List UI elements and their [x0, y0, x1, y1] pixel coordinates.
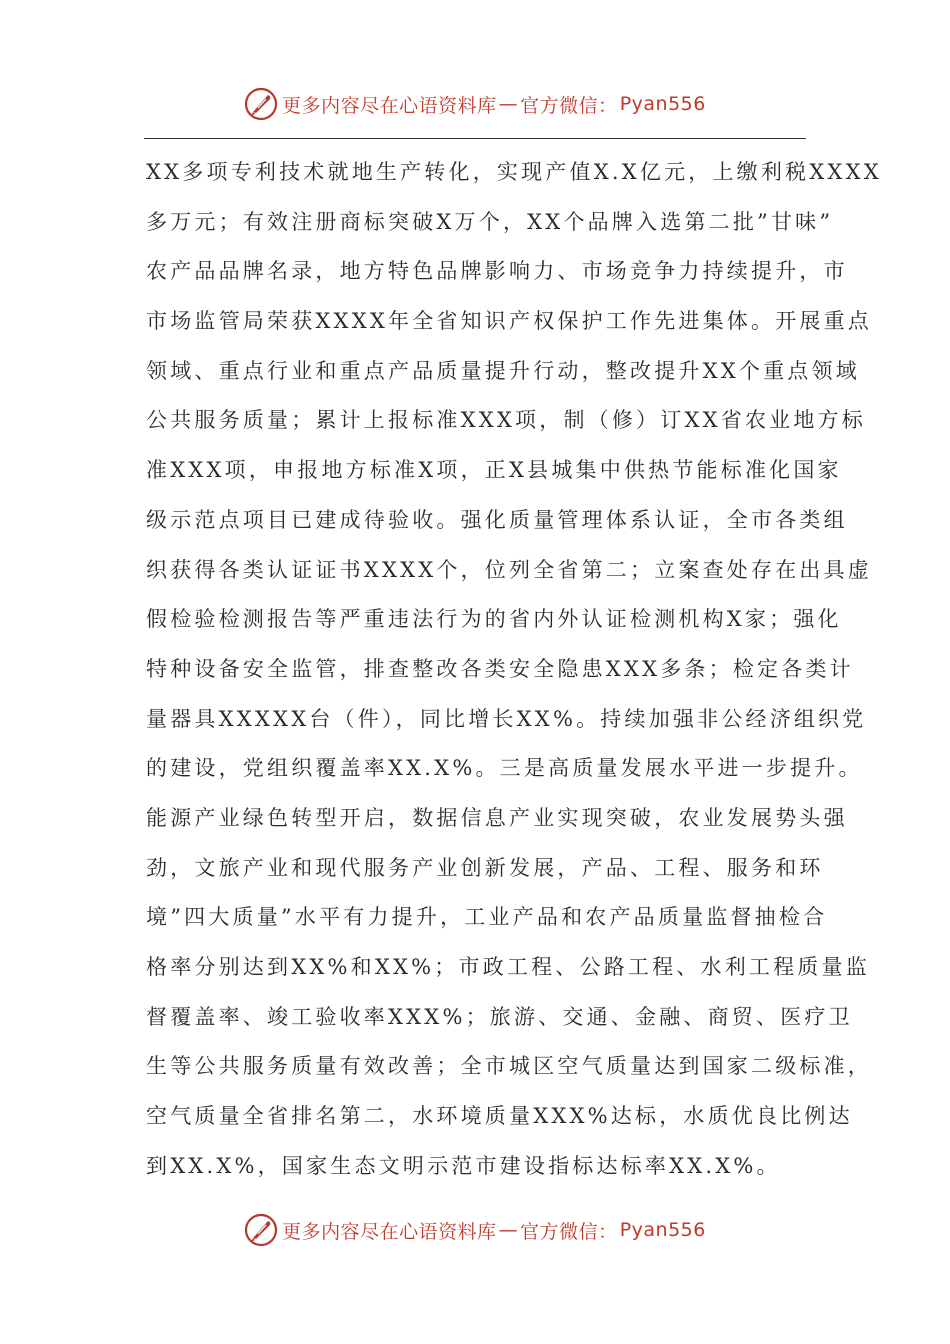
text-line: 的建设，党组织覆盖率XX.X%。三是高质量发展水平进一步提升。 [146, 756, 863, 781]
wechat-label: 官方微信： [520, 1220, 618, 1243]
text-line: 督覆盖率、竣工验收率XXX%；旅游、交通、金融、商贸、医疗卫 [146, 1004, 853, 1029]
text-line: 织获得各类认证证书XXXX个，位列全省第二；立案查处存在出具虚 [146, 557, 872, 582]
wechat-label: 官方微信： [520, 94, 618, 117]
wechat-id: Pyan556 [619, 93, 706, 115]
document-body [146, 148, 882, 1191]
text-line: 境”四大质量”水平有力提升，工业产品和农产品质量监督抽检合 [146, 905, 828, 930]
text-line: 能源产业绿色转型开启，数据信息产业实现突破，农业发展势头强 [146, 805, 848, 830]
text-line: 准XXX项，申报地方标准X项，正X县城集中供热节能标准化国家 [146, 458, 842, 483]
text-line: 市场监管局荣获XXXX年全省知识产权保护工作先进集体。开展重点 [146, 309, 872, 334]
text-line: 劲，文旅产业和现代服务产业创新发展，产品、工程、服务和环 [146, 855, 824, 880]
footer-banner [0, 1210, 950, 1250]
wechat-id: Pyan556 [619, 1219, 706, 1241]
site-name: 更多内容尽在心语资料库 [282, 94, 497, 117]
site-name: 更多内容尽在心语资料库 [282, 1220, 497, 1243]
text-line: XX多项专利技术就地生产转化，实现产值X.X亿元，上缴利税XXXX [146, 160, 882, 184]
banner-separator: — [498, 93, 519, 115]
text-line: 到XX.X%，国家生态文明示范市建设指标达标率XX.X%。 [146, 1153, 781, 1178]
text-line: 级示范点项目已建成待验收。强化质量管理体系认证，全市各类组 [146, 507, 848, 532]
quill-pen-logo-icon [244, 87, 278, 121]
text-line: 量器具XXXXX台（件），同比增长XX%。持续加强非公经济组织党 [146, 706, 867, 731]
header-divider [144, 138, 806, 139]
banner-separator: — [498, 1219, 519, 1241]
quill-pen-logo-icon [244, 1213, 278, 1247]
text-line: 特种设备安全监管，排查整改各类安全隐患XXX多条；检定各类计 [146, 656, 854, 681]
text-line: 领域、重点行业和重点产品质量提升行动，整改提升XX个重点领域 [146, 358, 860, 383]
text-line: 公共服务质量；累计上报标准XXX项，制（修）订XX省农业地方标 [146, 408, 866, 433]
text-line: 假检验检测报告等严重违法行为的省内外认证检测机构X家；强化 [146, 607, 842, 632]
header-banner [0, 84, 950, 124]
text-line: 空气质量全省排名第二，水环境质量XXX%达标，水质优良比例达 [146, 1104, 853, 1129]
text-line: 多万元；有效注册商标突破X万个，XX个品牌入选第二批”甘味” [146, 209, 834, 234]
text-line: 生等公共服务质量有效改善；全市城区空气质量达到国家二级标准， [146, 1054, 872, 1079]
text-line: 格率分别达到XX%和XX%；市政工程、公路工程、水利工程质量监 [146, 955, 870, 979]
text-line: 农产品品牌名录，地方特色品牌影响力、市场竞争力持续提升，市 [146, 259, 848, 284]
